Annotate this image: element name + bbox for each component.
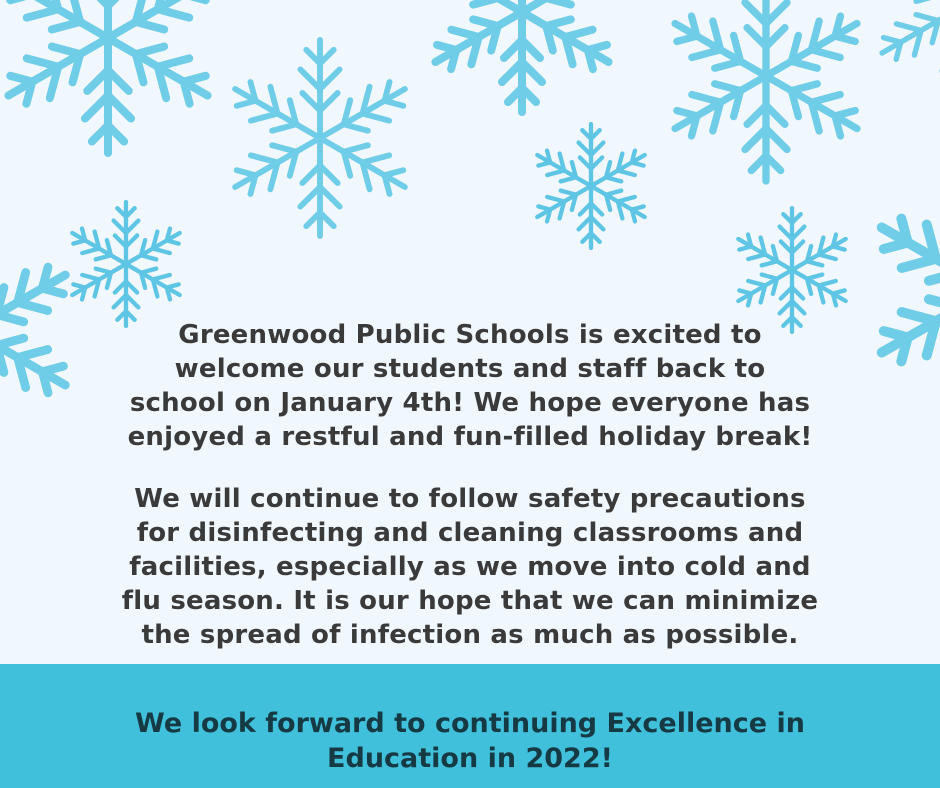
message-paragraph-2: We will continue to follow safety precautions for disinfecting and cleaning classrooms and facilities, especially as we move into cold and flu season. It is our hope that we can minimize the spread of infection as much as possible. xyxy=(121,484,819,650)
banner-text: We look forward to continuing Excellence in Education in 2022! xyxy=(135,708,805,774)
snowflake-icon xyxy=(732,208,852,332)
snowflake-icon xyxy=(665,0,868,181)
snowflake-icon xyxy=(0,0,219,153)
snowflake-icon xyxy=(425,0,618,112)
snowflake-icon xyxy=(66,202,186,326)
message-paragraph-1: Greenwood Public Schools is excited to welcome our students and staff back to school on January 4th! We hope everyone has enjoyed a restful and fun-filled holiday break! xyxy=(127,320,813,452)
snowflake-icon xyxy=(531,124,651,248)
snowflake-icon xyxy=(873,0,940,98)
snowflake-icon xyxy=(225,40,414,236)
